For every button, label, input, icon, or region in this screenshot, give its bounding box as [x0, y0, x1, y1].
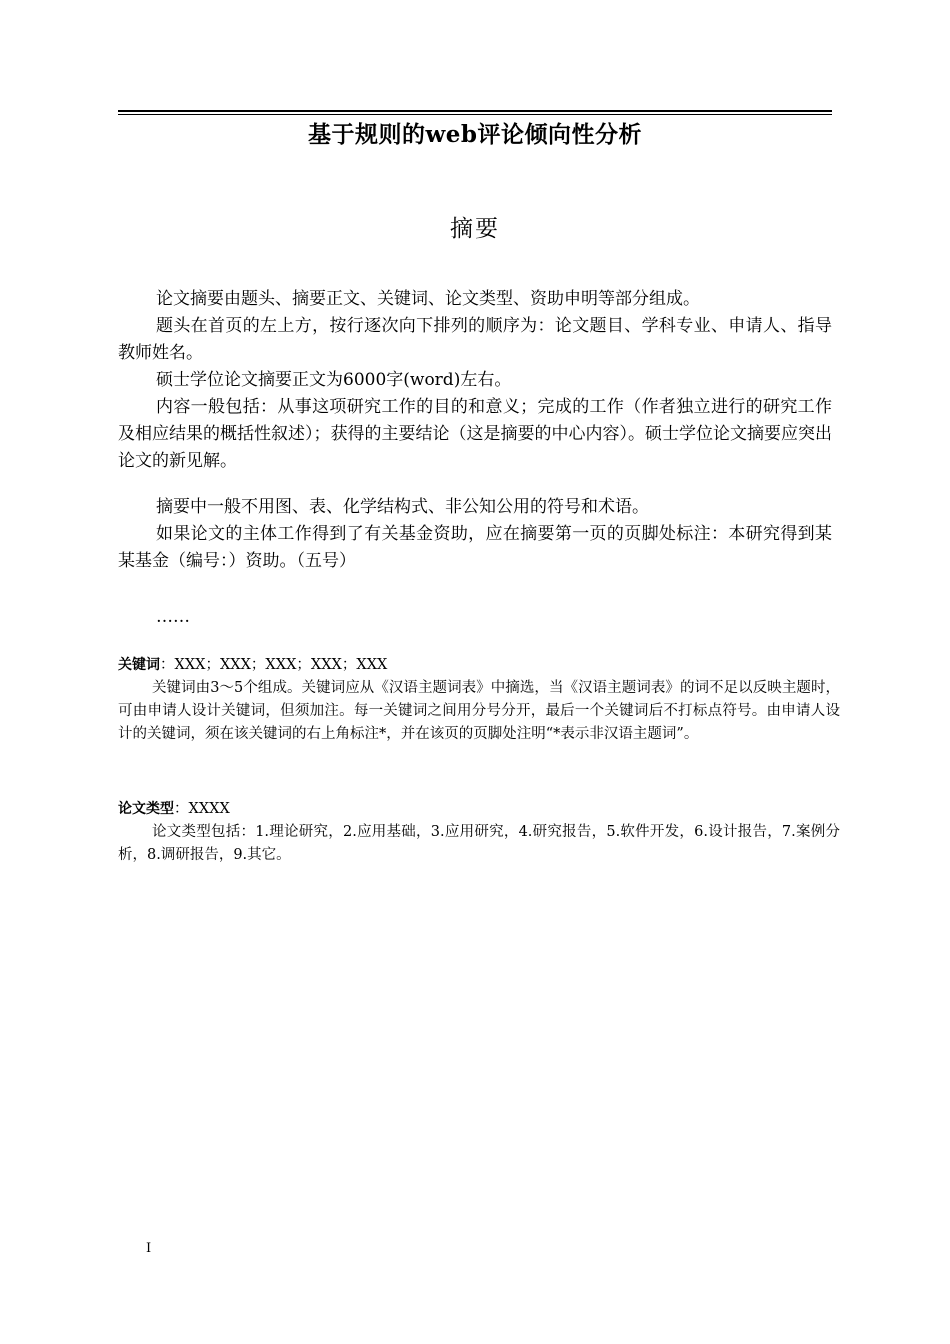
abstract-paragraph: 如果论文的主体工作得到了有关基金资助，应在摘要第一页的页脚处标注：本研究得到某某基金（编号：）资助。（五号） [118, 524, 832, 571]
abstract-paragraph: 论文摘要由题头、摘要正文、关键词、论文类型、资助申明等部分组成。 [156, 289, 700, 309]
abstract-body-part-1 [118, 286, 832, 475]
document-title: 基于规则的web评论倾向性分析 [307, 121, 642, 148]
keywords-label: 关键词 [118, 657, 160, 673]
keywords-section [118, 654, 840, 746]
keywords-value: ：XXX；XXX；XXX；XXX；XXX [160, 657, 388, 673]
keywords-note: 关键词由3～5个组成。关键词应从《汉语主题词表》中摘选，当《汉语主题词表》的词不足以反映主题时，可由申请人设计关键词，但须加注。每一关键词之间用分号分开，最后一个关键词后不打标点符号。由申请人设计的关键词，须在该关键词的右上角标注*，并在该页的页脚处注明“*表示非汉语主题词”。 [118, 680, 840, 742]
header-rule-thin [118, 114, 832, 115]
paper-type-label: 论文类型 [118, 801, 174, 817]
header-rule-thick [118, 110, 832, 112]
keywords-line [118, 654, 840, 677]
paper-type-section [118, 798, 840, 867]
abstract-paragraph: 内容一般包括：从事这项研究工作的目的和意义；完成的工作（作者独立进行的研究工作及相应结果的概括性叙述）；获得的主要结论（这是摘要的中心内容）。硕士学位论文摘要应突出论文的新见解。 [118, 397, 832, 471]
abstract-paragraph: 题头在首页的左上方，按行逐次向下排列的顺序为：论文题目、学科专业、申请人、指导教师姓名。 [118, 316, 832, 363]
paper-type-note: 论文类型包括：1.理论研究，2.应用基础，3.应用研究，4.研究报告，5.软件开发，6.设计报告，7.案例分析，8.调研报告，9.其它。 [118, 824, 840, 863]
paper-type-value: ：XXXX [174, 801, 230, 817]
abstract-paragraph: 摘要中一般不用图、表、化学结构式、非公知公用的符号和术语。 [156, 497, 649, 517]
page-number: I [146, 1241, 152, 1256]
abstract-paragraph: 硕士学位论文摘要正文为6000字(word)左右。 [156, 370, 512, 390]
paper-type-line [118, 798, 840, 821]
ellipsis-paragraph: …… [156, 607, 190, 627]
abstract-body-part-2 [118, 494, 832, 575]
abstract-body-part-3 [118, 604, 832, 631]
abstract-heading: 摘要 [450, 216, 500, 242]
